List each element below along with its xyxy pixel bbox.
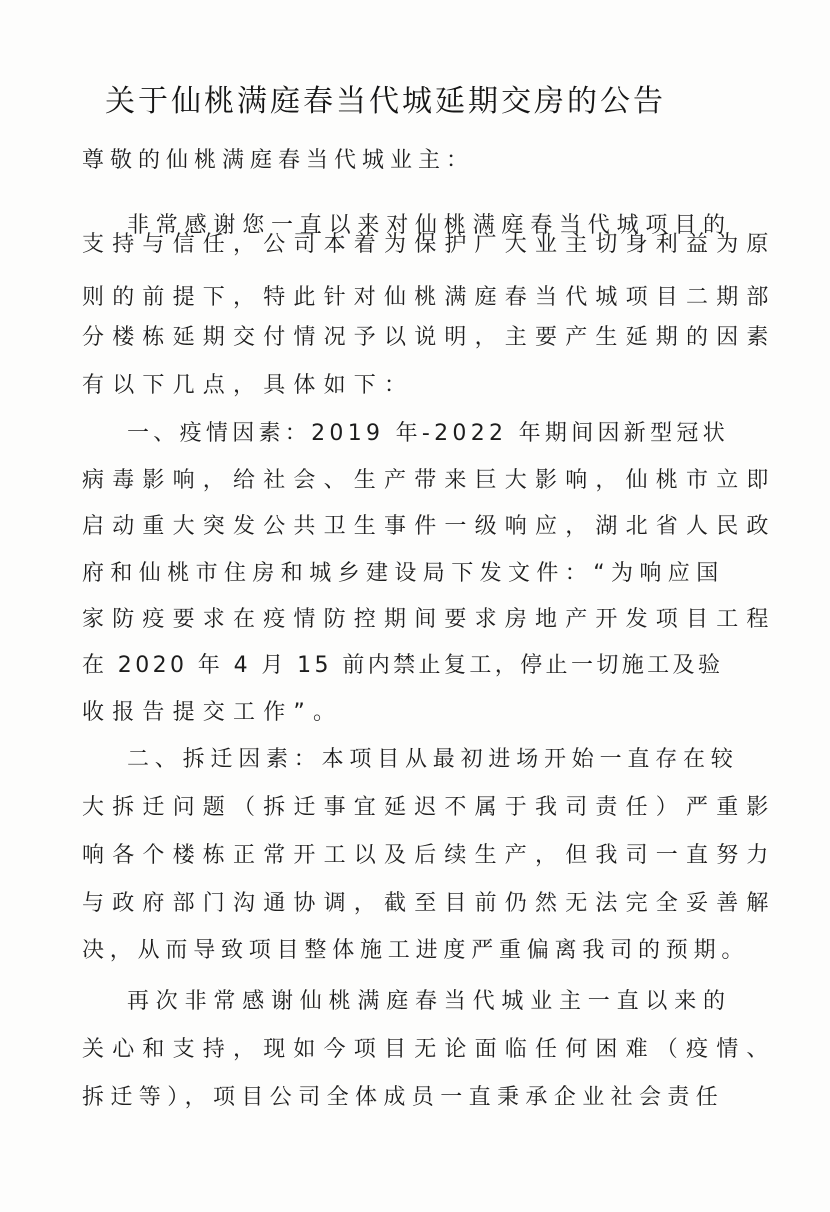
paragraph-line: 再次非常感谢仙桃满庭春当代城业主一直以来的 <box>127 989 732 1014</box>
paragraph-line: 支持与信任，公司本着为保护广大业主切身利益为原 <box>82 232 777 257</box>
paragraph-line: 与政府部门沟通协调，截至目前仍然无法完全妥善解 <box>82 891 777 916</box>
paragraph-line: 家防疫要求在疫情防控期间要求房地产开发项目工程 <box>82 607 777 632</box>
paragraph-line: 分楼栋延期交付情况予以说明，主要产生延期的因素 <box>82 325 777 350</box>
paragraph-line: 决，从而导致项目整体施工进度严重偏离我司的预期。 <box>82 938 750 963</box>
paragraph-line: 大拆迁问题（拆迁事宜延迟不属于我司责任）严重影 <box>82 795 777 820</box>
salutation: 尊敬的仙桃满庭春当代城业主： <box>82 148 475 173</box>
paragraph-line: 在 2020 年 4 月 15 前内禁止复工，停止一切施工及验 <box>82 653 724 678</box>
paragraph-line: 收报告提交工作”。 <box>82 700 344 725</box>
paragraph-line: 二、拆迁因素：本项目从最初进场开始一直存在较 <box>127 747 739 772</box>
paragraph-line: 病毒影响，给社会、生产带来巨大影响，仙桃市立即 <box>82 468 777 493</box>
paragraph-line: 一、疫情因素：2019 年-2022 年期间因新型冠状 <box>127 421 730 446</box>
paragraph-line: 非常感谢您一直以来对仙桃满庭春当代城项目的 <box>127 213 732 238</box>
document-title: 关于仙桃满庭春当代城延期交房的公告 <box>105 84 666 119</box>
paragraph-line: 则的前提下，特此针对仙桃满庭春当代城项目二期部 <box>82 285 777 310</box>
paragraph-line: 府和仙桃市住房和城乡建设局下发文件：“为响应国 <box>82 561 725 586</box>
paragraph-line: 启动重大突发公共卫生事件一级响应，湖北省人民政 <box>82 514 777 539</box>
paragraph-line: 关心和支持，现如今项目无论面临任何困难（疫情、 <box>82 1037 777 1062</box>
paragraph-line: 有以下几点，具体如下： <box>82 373 415 398</box>
paragraph-line: 响各个楼栋正常开工以及后续生产，但我司一直努力 <box>82 843 777 868</box>
paragraph-line: 拆迁等），项目公司全体成员一直秉承企业社会责任 <box>82 1085 725 1110</box>
